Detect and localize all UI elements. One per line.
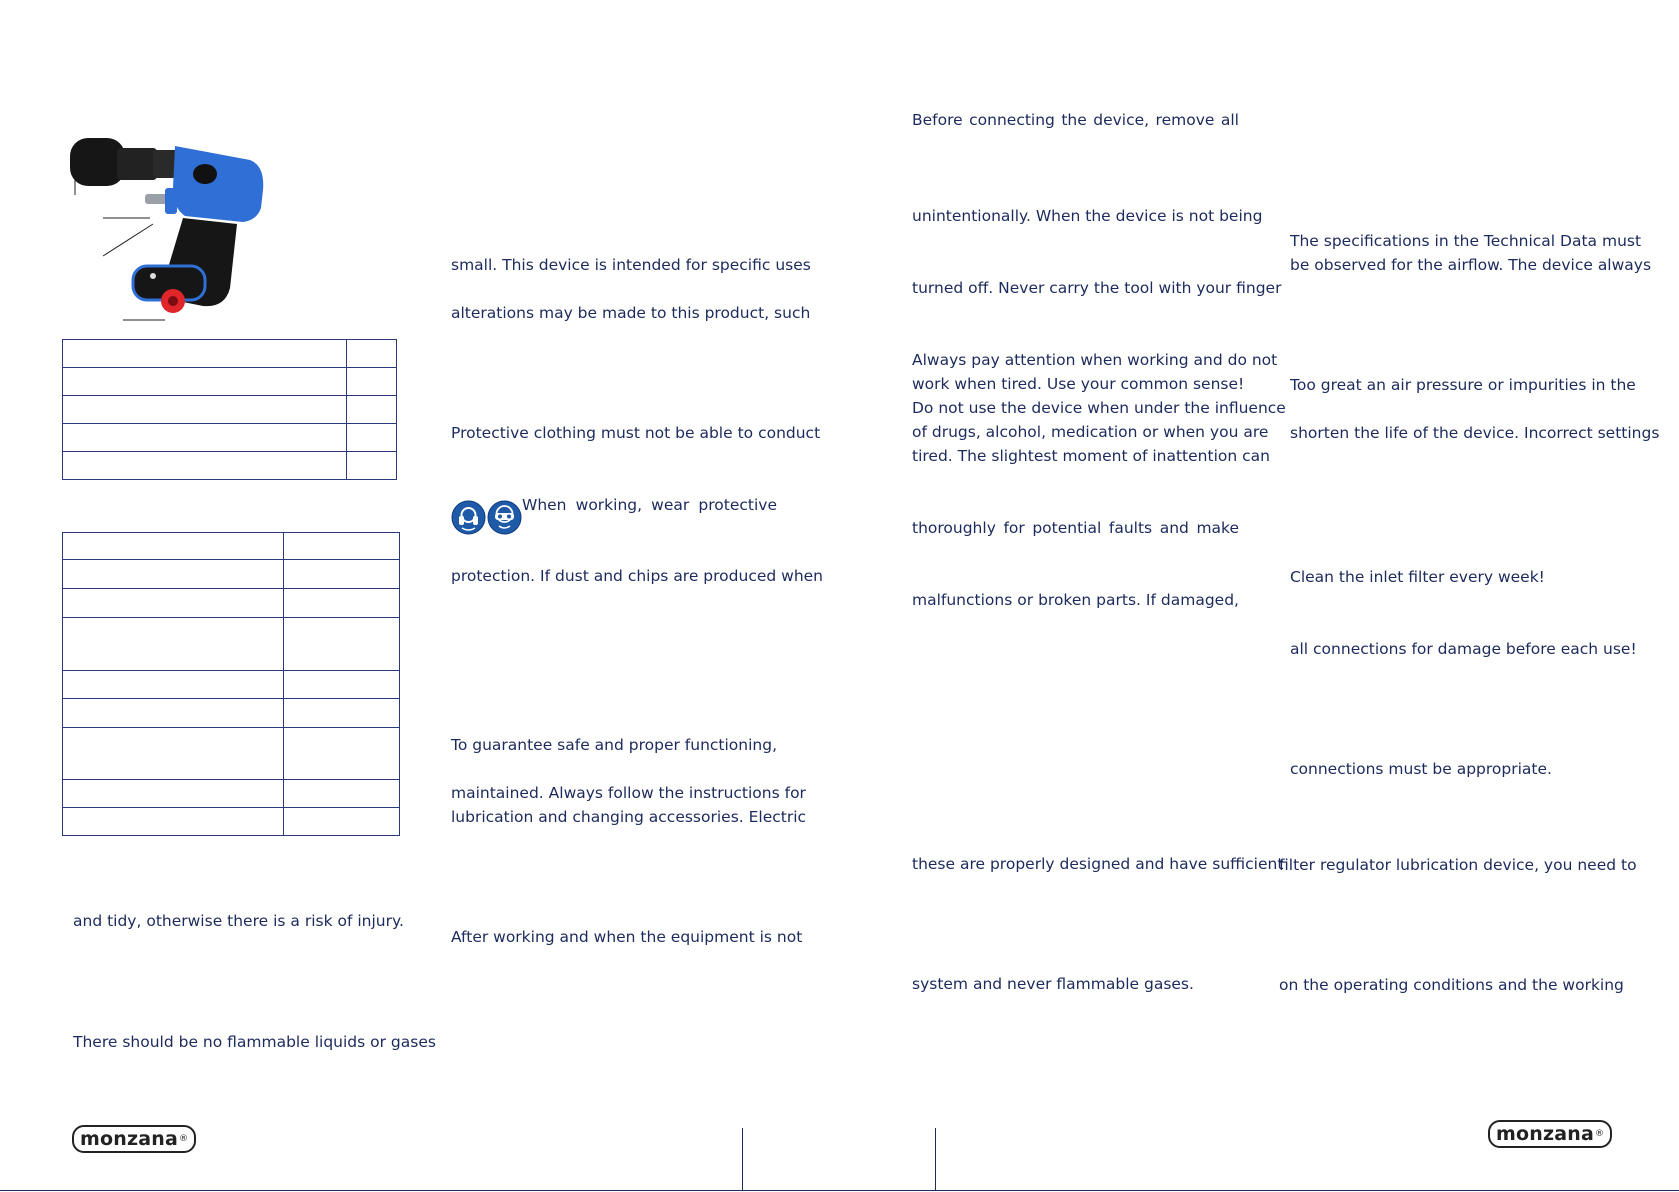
body-text-line: tired. The slightest moment of inattention can (912, 447, 1270, 465)
body-text-line: of drugs, alcohol, medication or when you are (912, 423, 1269, 441)
body-text-line: connections must be appropriate. (1290, 760, 1552, 778)
body-text-line: There should be no flammable liquids or gases (73, 1033, 436, 1051)
body-text-line: thoroughly for potential faults and make (912, 519, 1239, 537)
body-text-line: and tidy, otherwise there is a risk of injury. (73, 912, 404, 930)
body-text-line: filter regulator lubrication device, you need to (1279, 856, 1637, 874)
table-row (63, 533, 400, 560)
air-drill-illustration (65, 128, 265, 333)
body-text-line: alterations may be made to this product, such (451, 304, 811, 322)
body-text-line: Too great an air pressure or impurities in the (1290, 376, 1636, 394)
table-row (63, 618, 400, 671)
body-text-line: The specifications in the Technical Data must (1290, 232, 1642, 250)
body-text-line: Always pay attention when working and do not (912, 351, 1278, 369)
body-text-line: work when tired. Use your common sense! (912, 375, 1245, 393)
body-text-line: malfunctions or broken parts. If damaged, (912, 591, 1239, 609)
parts-table (62, 339, 397, 480)
table-row (63, 340, 397, 368)
table-row (63, 589, 400, 618)
logo-text: monzana (80, 1128, 179, 1150)
table-row (63, 560, 400, 589)
body-text-line: small. This device is intended for specific uses (451, 256, 811, 274)
table-row (63, 396, 397, 424)
table-row (63, 780, 400, 808)
body-text-line: To guarantee safe and proper functioning, (451, 736, 777, 754)
monzana-logo (72, 1125, 196, 1153)
body-text-line: Before connecting the device, remove all (912, 111, 1239, 129)
table-row (63, 424, 397, 452)
body-text-line: unintentionally. When the device is not being (912, 207, 1263, 225)
body-text-line: all connections for damage before each use! (1290, 640, 1637, 658)
table-row (63, 671, 400, 699)
eye-protection-sign-icon (487, 500, 522, 535)
body-text-line: Protective clothing must not be able to conduct (451, 424, 821, 442)
body-text-line: Clean the inlet filter every week! (1290, 568, 1545, 586)
body-text-line: system and never flammable gases. (912, 975, 1194, 993)
logo-text: monzana (1496, 1123, 1595, 1145)
body-text-line: these are properly designed and have sufficient (912, 855, 1284, 873)
body-text-line: be observed for the airflow. The device always (1290, 256, 1652, 274)
page-divider (935, 1128, 936, 1190)
body-text-line: Do not use the device when under the influence (912, 399, 1286, 417)
table-row (63, 452, 397, 480)
technical-data-table (62, 532, 400, 836)
table-row (63, 699, 400, 728)
body-text-line: shorten the life of the device. Incorrect settings (1290, 424, 1660, 442)
body-text-line: When working, wear protective (522, 496, 777, 514)
page-divider (742, 1128, 743, 1190)
body-text-line: turned off. Never carry the tool with your finger (912, 279, 1282, 297)
body-text-line: lubrication and changing accessories. Electric (451, 808, 807, 826)
monzana-logo (1488, 1120, 1612, 1148)
body-text-line: protection. If dust and chips are produced when (451, 567, 824, 585)
registered-mark: ® (179, 1134, 189, 1144)
registered-mark: ® (1595, 1129, 1605, 1139)
body-text-line: maintained. Always follow the instructions for (451, 784, 806, 802)
ear-protection-sign-icon (451, 500, 486, 535)
table-row (63, 728, 400, 780)
bottom-rule (0, 1190, 1679, 1191)
table-row (63, 808, 400, 836)
body-text-line: on the operating conditions and the working (1279, 976, 1624, 994)
table-row (63, 368, 397, 396)
body-text-line: After working and when the equipment is not (451, 928, 803, 946)
